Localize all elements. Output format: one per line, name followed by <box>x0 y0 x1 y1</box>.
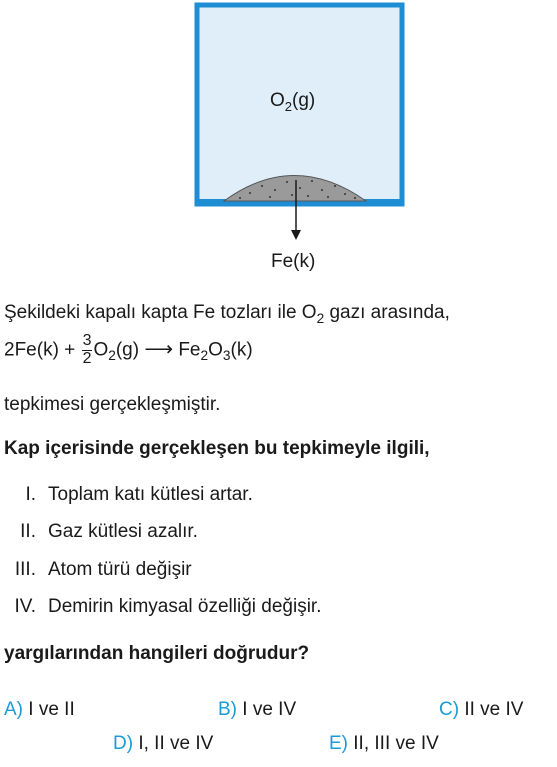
option-e[interactable]: E) II, III ve IV <box>329 733 439 754</box>
question-closing: yargılarından hangileri doğrudur? <box>4 643 310 664</box>
reaction-figure <box>0 0 557 290</box>
intro-line-3: tepkimesi gerçekleşmiştir. <box>4 394 221 415</box>
pointer-arrowhead <box>291 230 301 240</box>
solid-label: Fe(k) <box>271 251 316 272</box>
reaction-arrow: ⟶ <box>144 338 174 361</box>
reaction-equation: 2Fe(k) + $\frac{3}{2}$ $O_2(g)$ ⟶ $Fe_2O_3(k)$ <box>4 332 253 367</box>
question-prompt: Kap içerisinde gerçekleşen bu tepkimeyle ilgili, <box>4 438 430 459</box>
statement-1: I. Toplam katı kütlesi artar. <box>25 484 253 505</box>
statement-2: II. Gaz kütlesi azalır. <box>20 521 198 542</box>
gas-label: $O_2(g)$ <box>270 90 316 114</box>
statement-3: III. Atom türü değişir <box>14 559 192 580</box>
statement-4: IV. Demirin kimyasal özelliği değişir. <box>14 596 322 617</box>
coefficient-fraction: $\frac{3}{2}$ <box>82 332 92 367</box>
option-d[interactable]: D) I, II ve IV <box>113 733 214 754</box>
option-b[interactable]: B) I ve IV <box>218 699 297 720</box>
container-diagram <box>0 0 557 290</box>
option-c[interactable]: C) II ve IV <box>439 699 524 720</box>
option-a[interactable]: A) I ve II <box>4 699 75 720</box>
intro-line-1: Şekildeki kapalı kapta Fe tozları ile $O_2$ gazı arasında, <box>4 302 450 326</box>
